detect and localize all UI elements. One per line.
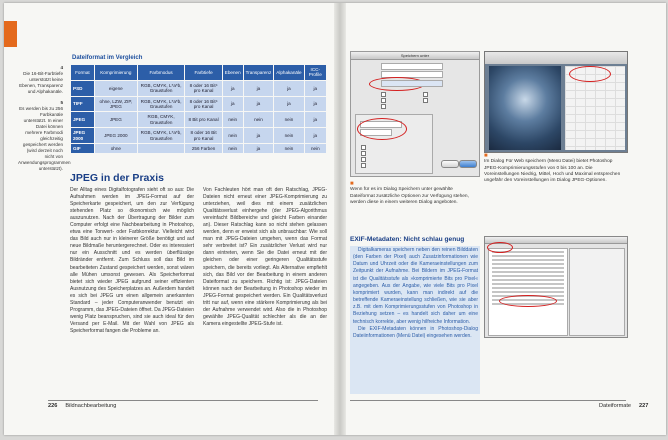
cell: ohne, LZW, ZIP, JPEG bbox=[95, 97, 137, 112]
list-line bbox=[492, 263, 564, 265]
header-cell: Komprimierung bbox=[95, 65, 137, 80]
cell: ja bbox=[274, 81, 303, 96]
dialog-button bbox=[441, 160, 459, 168]
dialog-title: Speichern unter bbox=[351, 52, 479, 60]
cell: nein bbox=[244, 112, 274, 127]
page-number: 227 bbox=[639, 403, 649, 409]
paragraph: Die EXIF-Metadaten können in Photoshop-Dialog Dateiinformationen (Menü Datei) eingesehen werden. bbox=[353, 325, 478, 339]
body-column-1: Der Alltag eines Digitalfotografen sieht oft so aus: Die Aufnahmen werden im JPEG-Format auf der Speicherkarte gespeichert, um den zur Verfügung stehenden Platz so ökonomisch wie möglich auszunutzen. Nach der Übertragung der Bilder zum Computer erfolgt eine Nachbearbeitung in Photoshop, etwa eine Tonwert- oder Farbkorrektur. Vielleicht wird das Bild auch nur in kleinerer Größe benötigt und auf neue Bildmaße heruntergerechnet. Oder es interessiert nur ein Ausschnitt und es werden überflüssige Bildränder entfernt. Zum Schluss soll das Bild im bearbeiteten Zustand gespeichert werden, sonst wären alle Mühen umsonst gewesen. Als Speicherformat bietet sich wieder JPEG aufgrund seiner effizienten Ausnutzung des Speicherplatzes an. Außerdem handelt es sich bei JPEG um einen allgemein anerkannten Standard – jeder Computeranwender benutzt ein Programm, das JPEG-Dateien öffnet. Da JPEG-Dateien wenig Platz beanspruchen, sind sie auch ideal für den Versand per E-Mail. Mit der Wahl von JPEG als Speicherformat fangen die Probleme an. bbox=[70, 187, 194, 334]
list-line bbox=[492, 259, 564, 261]
body-column-2: Von Fachleuten hört man oft den Ratschlag, JPEG-Dateien nicht erneut einer JPEG-Komprimierung zu unterziehen, weil dies mit einem zusätzlichen Qualitätsverlust einhergehe (der JPEG-Algorithmus vereinfacht Bildbereiche und gleicht Farben einander an). Dieser Ratschlag kann so nicht stehen gelassen werden, denn er erweist sich als unbrauchbar: Wie soll man mit JPEG-Dateien umgehen, wenn das Format sehr verbreitet ist? Ein zusätzlicher Verlust wird nur dann eintreten, wenn Sie die Datei erneut mit der gleichen oder einer geringeren Qualitätsstufe speichern, die bereits vorliegt. Als Alternative empfiehlt sich, das Bild vor der Bearbeitung in einem anderen Dateiformat zu speichern. Richtig ist: JPEG-Dateien können nach der Bearbeitung in Photoshop wieder im JPEG-Format gespeichert werden. Ein Qualitätsverlust tritt nur auf, wenn eine stärkere Komprimierung als bei der Aufnahme verwendet wird. Also die in Photoshop gewählte JPEG-Qualität schlechter als die an der Kamera eingestellte JPEG-Stufe ist. bbox=[203, 187, 327, 327]
margin-note-5 bbox=[18, 100, 71, 172]
cell bbox=[138, 144, 185, 153]
cell-format: JPEG bbox=[71, 112, 94, 127]
header-cell: ICC-Profile bbox=[305, 65, 326, 80]
table-row bbox=[71, 128, 326, 143]
highlight-ring bbox=[569, 66, 611, 82]
cell-format: JPEG 2000 bbox=[71, 128, 94, 143]
cell: 256 Farben bbox=[185, 144, 221, 153]
checkbox bbox=[361, 145, 366, 150]
paragraph: Digitalkameras speichern neben den reinen Bilddaten (den Farben der Pixel) auch Zusatzinformationen wie Datum und Uhrzeit oder die Kameraeinstellungen zum Zeitpunkt der Aufnahme. Bei Bildern im JPEG-Format ist die Qualitätsstufe als »komprimierte Bits pro Pixel« angegeben. Aus der Angabe, wie viele Bits pro Pixel komprimiert wurden, kann man indirekt auf die betreffende Kameraeinstellung schließen, wie sie aber z.B. mit dem Komprimierungsstufen von Photoshop in Beziehung setzen – es handelt sich daher um eine technisch korrekte, aber wenig hilfreiche Information. bbox=[353, 247, 478, 325]
cell: ja bbox=[305, 128, 326, 143]
running-title: Bildnachbearbeitung bbox=[65, 403, 117, 409]
note-text: Die 16-Bit-Farbtiefe unterstützt keine Ebenen, Transparenz und Alphakanäle. bbox=[19, 71, 63, 94]
list-line bbox=[492, 291, 564, 293]
note-text: Es werden bis zu 256 Farbkanäle unterstützt. In einer Datei können mehrere Farbmodi gleichzeitig gespeichert werden (wird derzeit noch nicht von Anwendungsprogrammen unterstützt). bbox=[18, 106, 71, 171]
exif-text bbox=[353, 247, 478, 340]
cell: 8 oder 16 Bit⁴ pro Kanal bbox=[185, 97, 221, 112]
cell-format: TIFF bbox=[71, 97, 94, 112]
dialog-caption bbox=[350, 181, 478, 206]
table-row bbox=[71, 97, 326, 112]
note-number: 5 bbox=[60, 100, 63, 105]
table-row bbox=[71, 81, 326, 96]
checkbox bbox=[423, 92, 428, 97]
section-heading: JPEG in der Praxis bbox=[70, 172, 164, 184]
jpeg-options-panel bbox=[355, 114, 433, 174]
header-cell: Farbtiefe bbox=[185, 65, 221, 80]
caption-bullet: ■ bbox=[484, 153, 488, 159]
margin-notes bbox=[18, 65, 71, 177]
footer-left bbox=[48, 403, 116, 409]
list-line bbox=[492, 255, 564, 257]
header-cell: Farbmodus bbox=[138, 65, 185, 80]
save-dialog-screenshot bbox=[350, 51, 480, 177]
page-number: 226 bbox=[48, 403, 58, 409]
cell: ja bbox=[223, 97, 243, 112]
cell: JPEG bbox=[95, 112, 137, 127]
gutter bbox=[334, 3, 346, 435]
list-line bbox=[492, 279, 564, 281]
cell: ja bbox=[244, 144, 274, 153]
photo-caption bbox=[484, 153, 626, 184]
checkbox bbox=[361, 157, 366, 162]
cell: RGB, CMYK, Graustufen bbox=[138, 112, 185, 127]
cell-format: GIF bbox=[71, 144, 94, 153]
cell: nein bbox=[274, 112, 303, 127]
caption-text: Im Dialog Für Web speichern (Menü Datei) bietet Photoshop JPEG-Komprimierungsstufen von 0 bis 100 an. Die Voreinstellungen Niedrig, Mittel, Hoch und Maximal entsprechen ungefähr den Voreinstellungen im Dialog JPEG-Optionen. bbox=[484, 159, 621, 184]
caption-text: Wenn für es im Dialog Speichern unter gewählte Dateiformat zusätzliche Optionen zur Verfügung stehen, werden diese in einem weiteren Dialog angeboten. bbox=[350, 187, 469, 205]
table-header-row bbox=[71, 65, 326, 80]
header-cell: Ebenen bbox=[223, 65, 243, 80]
save-for-web-screenshot bbox=[484, 51, 628, 153]
cell: nein bbox=[223, 128, 243, 143]
cell: JPEG 2000 bbox=[95, 128, 137, 143]
cell: nein bbox=[274, 128, 303, 143]
cell: ohne bbox=[95, 144, 137, 153]
category-list bbox=[488, 248, 568, 336]
cell: ja bbox=[305, 81, 326, 96]
cell: RGB, CMYK, L*a*b, Graustufen bbox=[138, 81, 185, 96]
cell: ja bbox=[305, 97, 326, 112]
checkbox bbox=[381, 92, 386, 97]
photo-preview bbox=[489, 66, 561, 150]
cell: 8 oder 16 Bit pro Kanal bbox=[185, 128, 221, 143]
filename-field bbox=[381, 63, 443, 70]
format-table bbox=[70, 64, 327, 154]
file-info-screenshot bbox=[484, 236, 628, 338]
checkbox bbox=[381, 98, 386, 103]
book-spread bbox=[4, 3, 666, 435]
details-panel bbox=[569, 248, 625, 336]
cell: ja bbox=[223, 81, 243, 96]
checkbox bbox=[361, 163, 366, 168]
highlight-ring bbox=[357, 118, 407, 140]
footer-right bbox=[599, 403, 648, 409]
footer-rule bbox=[48, 400, 318, 401]
list-line bbox=[492, 287, 564, 289]
highlight-ring bbox=[487, 242, 513, 253]
cell: eigene bbox=[95, 81, 137, 96]
list-line bbox=[492, 267, 564, 269]
cell: ja bbox=[274, 97, 303, 112]
dialog-button bbox=[459, 160, 477, 168]
note-number: 4 bbox=[60, 65, 63, 70]
footer-rule bbox=[350, 400, 626, 401]
cell: RGB, CMYK, L*a*b, Graustufen bbox=[138, 128, 185, 143]
checkbox bbox=[361, 151, 366, 156]
cell: ja bbox=[244, 97, 274, 112]
cell: 8 Bit pro Kanal bbox=[185, 112, 221, 127]
cell-format: PSD bbox=[71, 81, 94, 96]
list-line bbox=[492, 271, 564, 273]
cell: 8 oder 16 Bit⁴ pro Kanal bbox=[185, 81, 221, 96]
cell: nein bbox=[223, 112, 243, 127]
list-line bbox=[492, 283, 564, 285]
header-cell: Format bbox=[71, 65, 94, 80]
cell: nein bbox=[223, 144, 243, 153]
header-cell: Transparenz bbox=[244, 65, 274, 80]
cell: ja bbox=[244, 128, 274, 143]
table-row bbox=[71, 144, 326, 153]
highlight-ring bbox=[499, 295, 557, 307]
cell: ja bbox=[244, 81, 274, 96]
margin-note-4 bbox=[18, 65, 63, 95]
window-toolbar bbox=[485, 52, 627, 64]
cell: nein bbox=[305, 144, 326, 153]
checkbox bbox=[423, 98, 428, 103]
subsection-heading: EXIF-Metadaten: Nicht schlau genug bbox=[350, 236, 465, 243]
table-row bbox=[71, 112, 326, 127]
chapter-tab bbox=[4, 21, 17, 47]
cell: RGB, CMYK, L*a*b, Graustufen bbox=[138, 97, 185, 112]
format-select bbox=[381, 80, 443, 87]
cell: nein bbox=[274, 144, 303, 153]
list-line bbox=[492, 275, 564, 277]
header-cell: Alphakanäle bbox=[274, 65, 303, 80]
table-title: Dateiformat im Vergleich bbox=[72, 55, 143, 61]
running-title: Dateiformate bbox=[599, 403, 632, 409]
cell: ja bbox=[305, 112, 326, 127]
checkbox bbox=[381, 104, 386, 109]
caption-bullet: ■ bbox=[350, 181, 354, 187]
